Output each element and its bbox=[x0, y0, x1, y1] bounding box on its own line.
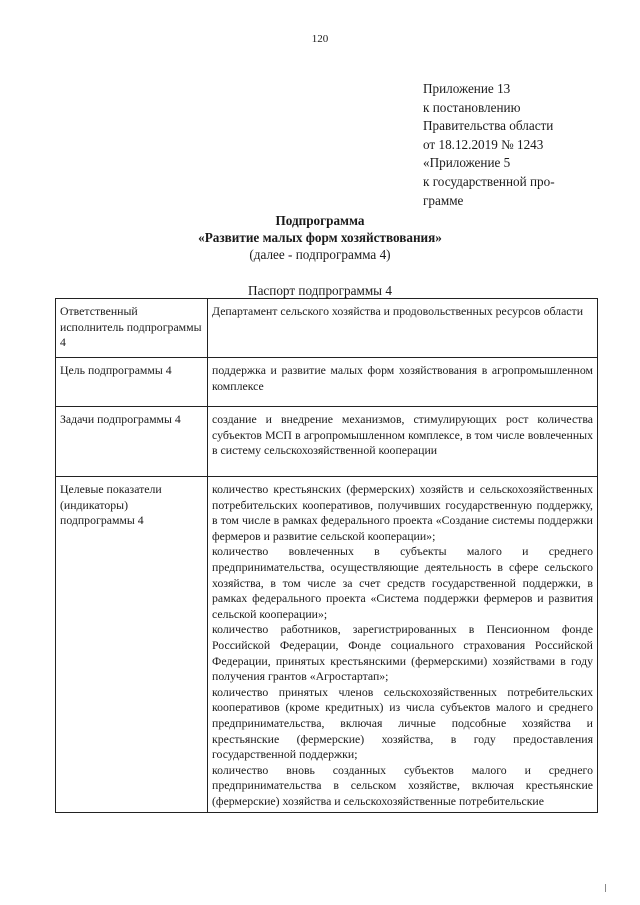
table-row bbox=[56, 358, 598, 407]
appendix-line: от 18.12.2019 № 1243 bbox=[423, 136, 544, 152]
appendix-line: Правительства области bbox=[423, 118, 554, 134]
row-value: Департамент сельского хозяйства и продовольственных ресурсов области bbox=[208, 299, 598, 358]
appendix-line: к постановлению bbox=[423, 99, 521, 115]
row-label: Цель подпрограммы 4 bbox=[56, 358, 208, 407]
table-row bbox=[56, 299, 598, 358]
row-label: Ответственный исполнитель подпрограммы 4 bbox=[56, 299, 208, 358]
table-row bbox=[56, 477, 598, 813]
appendix-line: грамме bbox=[423, 192, 464, 208]
appendix-line: Приложение 13 bbox=[423, 81, 511, 96]
indicator-item: количество вновь созданных субъектов малого и среднего предпринимательства в сельском хозяйстве, включая крестьянские (фермерские) хозяйства и сельскохозяйственные потребительские bbox=[212, 762, 593, 808]
indicator-item: количество работников, зарегистрированных в Пенсионном фонде Российской Федерации, Фонде социального страхования Российской Федерации, принятых крестьянскими (фермерскими) хозяйствами в году получения грантов «Агростартап»; bbox=[212, 622, 593, 684]
appendix-line: «Приложение 5 bbox=[423, 155, 511, 171]
subprogram-heading: Подпрограмма bbox=[275, 213, 365, 228]
page-number: 120 bbox=[311, 33, 329, 45]
table-row bbox=[56, 407, 598, 477]
row-value: поддержка и развитие малых форм хозяйствования в агропромышленном комплексе bbox=[208, 358, 598, 407]
row-label: Целевые показатели (индикаторы) подпрограммы 4 bbox=[56, 477, 208, 813]
appendix-reference bbox=[423, 80, 613, 210]
indicator-item: количество вовлеченных в субъекты малого и среднего предпринимательства, осуществляющие деятельность в сфере сельского хозяйства, в том числе за счет средств государственной поддержки, в рамках федерального проекта «Система поддержки фермеров и развития сельской кооперации»; bbox=[212, 544, 593, 621]
indicator-list bbox=[208, 477, 598, 813]
passport-title: Паспорт подпрограммы 4 bbox=[248, 283, 392, 298]
subprogram-title bbox=[0, 212, 640, 263]
indicator-item: количество крестьянских (фермерских) хозяйств и сельскохозяйственных потребительских кооперативов, получивших государственную поддержку, в том числе в рамках федерального проекта «Создание системы поддержки фермеров и развитие сельской кооперации»; bbox=[212, 482, 593, 543]
subprogram-note: (далее - подпрограмма 4) bbox=[249, 247, 391, 262]
indicator-item: количество принятых членов сельскохозяйственных потребительских кооперативов (кроме кредитных) из числа субъектов малого и среднего предпринимательства, включая личные подсобные хозяйства и крестьянские (фермерские) хозяйства, в году предоставления государственной поддержки; bbox=[212, 684, 593, 762]
margin-mark bbox=[605, 884, 606, 892]
passport-table bbox=[55, 298, 598, 813]
subprogram-name: «Развитие малых форм хозяйствования» bbox=[198, 230, 442, 245]
row-value: создание и внедрение механизмов, стимулирующих рост количества субъектов МСП в агропромышленном комплексе, в том числе вовлеченных в систему сельскохозяйственной кооперации bbox=[208, 407, 598, 477]
row-label: Задачи подпрограммы 4 bbox=[56, 407, 208, 477]
appendix-line: к государственной про- bbox=[423, 173, 555, 189]
